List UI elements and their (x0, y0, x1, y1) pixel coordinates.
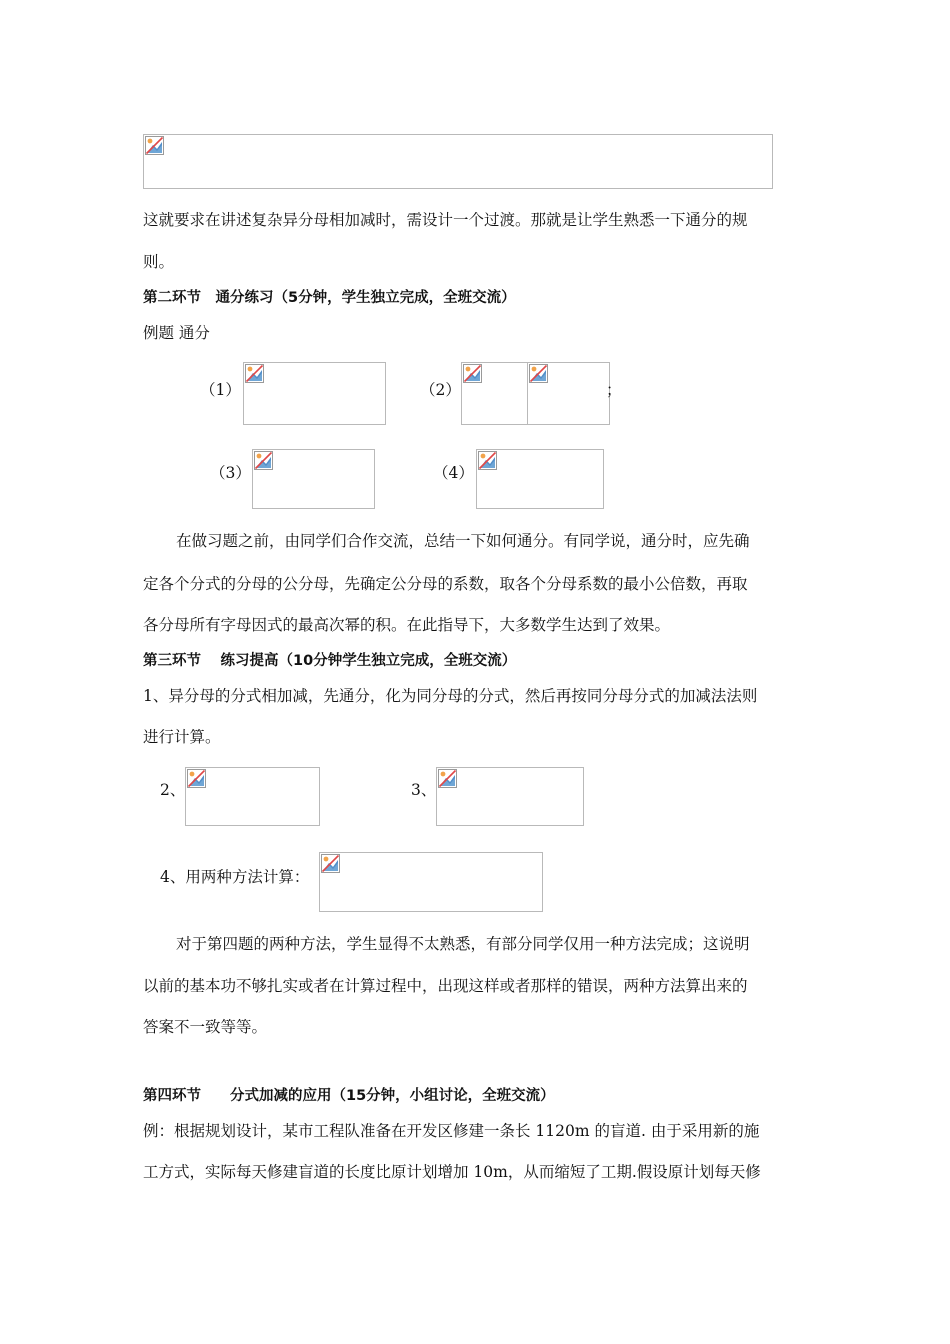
section3-para-line-2: 以前的基本功不够扎实或者在计算过程中，出现这样或者那样的错误，两种方法算出来的 (143, 977, 748, 995)
example-label: 例题 通分 (143, 324, 210, 342)
intro-line-1: 这就要求在讲述复杂异分母相加减时，需设计一个过渡。那就是让学生熟悉一下通分的规 (143, 211, 748, 229)
section3-item1-line-1: 1、异分母的分式相加减，先通分，化为同分母的分式，然后再按同分母分式的加减法法则 (143, 687, 758, 705)
formula-image-2a (461, 362, 528, 425)
formula-image-1 (243, 362, 386, 425)
formula-image-s3-2 (185, 767, 320, 826)
formula-image-3 (252, 449, 375, 509)
section2-para-line-3: 各分母所有字母因式的最高次幂的积。在此指导下，大多数学生达到了效果。 (143, 616, 671, 634)
broken-image-icon (478, 451, 497, 470)
section2-para-line-1: 在做习题之前，由同学们合作交流，总结一下如何通分。有同学说，通分时，应先确 (176, 532, 750, 550)
section4-heading: 第四环节 分式加减的应用（15分钟，小组讨论，全班交流） (143, 1088, 555, 1104)
broken-image-icon (245, 364, 264, 383)
item-3-label: （3） (210, 464, 251, 482)
broken-image-icon (438, 769, 457, 788)
formula-image-top (143, 134, 773, 189)
broken-image-icon (187, 769, 206, 788)
section3-para-line-3: 答案不一致等等。 (143, 1018, 268, 1036)
formula-image-2b (527, 362, 610, 425)
section2-heading: 第二环节 通分练习（5分钟，学生独立完成，全班交流） (143, 290, 516, 306)
formula-image-s3-3 (436, 767, 584, 826)
section3-heading: 第三环节 练习提高（10分钟学生独立完成，全班交流） (143, 653, 517, 669)
semicolon: ； (606, 381, 622, 399)
formula-image-4 (476, 449, 604, 509)
item-1-label: （1） (200, 381, 241, 399)
intro-line-2: 则。 (143, 253, 175, 271)
broken-image-icon (529, 364, 548, 383)
broken-image-icon (254, 451, 273, 470)
formula-image-s3-4 (319, 852, 543, 912)
broken-image-icon (321, 854, 340, 873)
section2-para-line-2: 定各个分式的分母的公分母，先确定公分母的系数，取各个分母系数的最小公倍数，再取 (143, 575, 748, 593)
section3-item1-line-2: 进行计算。 (143, 728, 221, 746)
section3-para-line-1: 对于第四题的两种方法，学生显得不太熟悉，有部分同学仅用一种方法完成；这说明 (176, 935, 750, 953)
item-2-label: （2） (420, 381, 461, 399)
section4-example-line-1: 例：根据规划设计，某市工程队准备在开发区修建一条长 1120m 的盲道. 由于采用新的施 (143, 1122, 760, 1140)
item-4-label: （4） (433, 464, 474, 482)
section4-example-line-2: 工方式，实际每天修建盲道的长度比原计划增加 10m，从而缩短了工期.假设原计划每天修 (143, 1163, 761, 1181)
item-2-label-s3: 2、 (160, 781, 186, 799)
broken-image-icon (145, 136, 164, 155)
broken-image-icon (463, 364, 482, 383)
item-3-label-s3: 3、 (411, 781, 437, 799)
item-4-label-s3: 4、用两种方法计算： (160, 868, 310, 886)
